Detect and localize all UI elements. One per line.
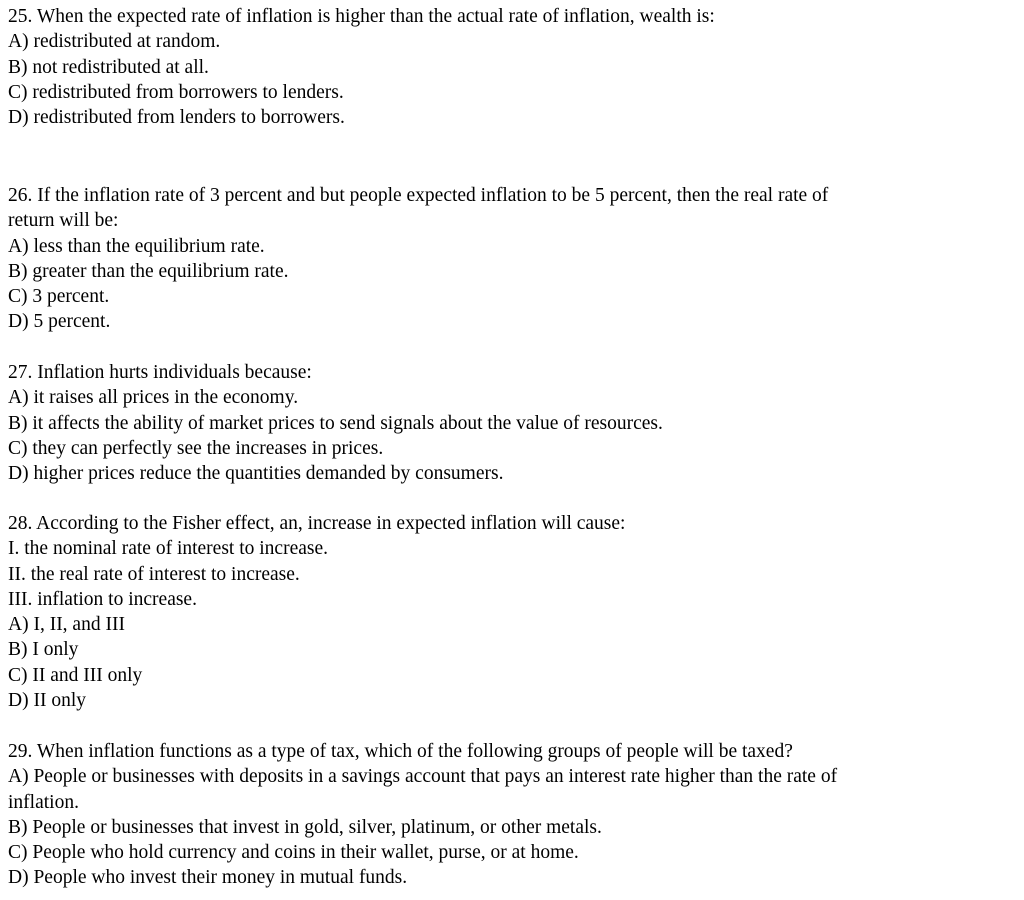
option-a-line-1: A) People or businesses with deposits in a savings account that pays an interest rate higher than the rate of <box>8 766 838 788</box>
option-b: B) greater than the equilibrium rate. <box>8 260 289 282</box>
option-c: C) II and III only <box>8 664 143 686</box>
option-b: B) People or businesses that invest in gold, silver, platinum, or other metals. <box>8 816 602 838</box>
question-25 <box>8 4 1008 130</box>
option-d: D) higher prices reduce the quantities demanded by consumers. <box>8 463 504 485</box>
option-d: D) 5 percent. <box>8 311 111 333</box>
option-a-line-2: inflation. <box>8 791 79 813</box>
option-d: D) People who invest their money in mutual funds. <box>8 867 408 889</box>
question-stem: 27. Inflation hurts individuals because: <box>8 362 312 383</box>
question-28 <box>8 511 1008 713</box>
question-27 <box>8 360 1008 486</box>
question-stem-line-1: 26. If the inflation rate of 3 percent and but people expected inflation to be 5 percent, then the real rate of <box>8 185 829 206</box>
option-b: B) not redistributed at all. <box>8 56 209 78</box>
question-stem: 25. When the expected rate of inflation is higher than the actual rate of inflation, wealth is: <box>8 6 715 27</box>
question-stem: 28. According to the Fisher effect, an, increase in expected inflation will cause: <box>8 513 626 534</box>
option-b: B) it affects the ability of market prices to send signals about the value of resources. <box>8 412 663 434</box>
option-c: C) redistributed from borrowers to lenders. <box>8 81 344 103</box>
option-a: A) it raises all prices in the economy. <box>8 387 299 409</box>
option-d: D) II only <box>8 690 86 712</box>
option-a: A) redistributed at random. <box>8 31 221 53</box>
option-b: B) I only <box>8 639 79 661</box>
question-stem-line-2: return will be: <box>8 210 119 232</box>
option-a: A) I, II, and III <box>8 614 125 636</box>
option-c: C) they can perfectly see the increases in prices. <box>8 437 384 459</box>
option-c: C) 3 percent. <box>8 286 110 308</box>
question-29 <box>8 739 1008 891</box>
statement-ii: II. the real rate of interest to increase. <box>8 563 300 585</box>
question-26 <box>8 183 1008 335</box>
option-a: A) less than the equilibrium rate. <box>8 235 265 257</box>
question-stem: 29. When inflation functions as a type of tax, which of the following groups of people will be taxed? <box>8 741 793 762</box>
option-d: D) redistributed from lenders to borrowers. <box>8 107 345 129</box>
option-c: C) People who hold currency and coins in their wallet, purse, or at home. <box>8 842 579 864</box>
statement-iii: III. inflation to increase. <box>8 588 197 610</box>
statement-i: I. the nominal rate of interest to increase. <box>8 538 328 560</box>
